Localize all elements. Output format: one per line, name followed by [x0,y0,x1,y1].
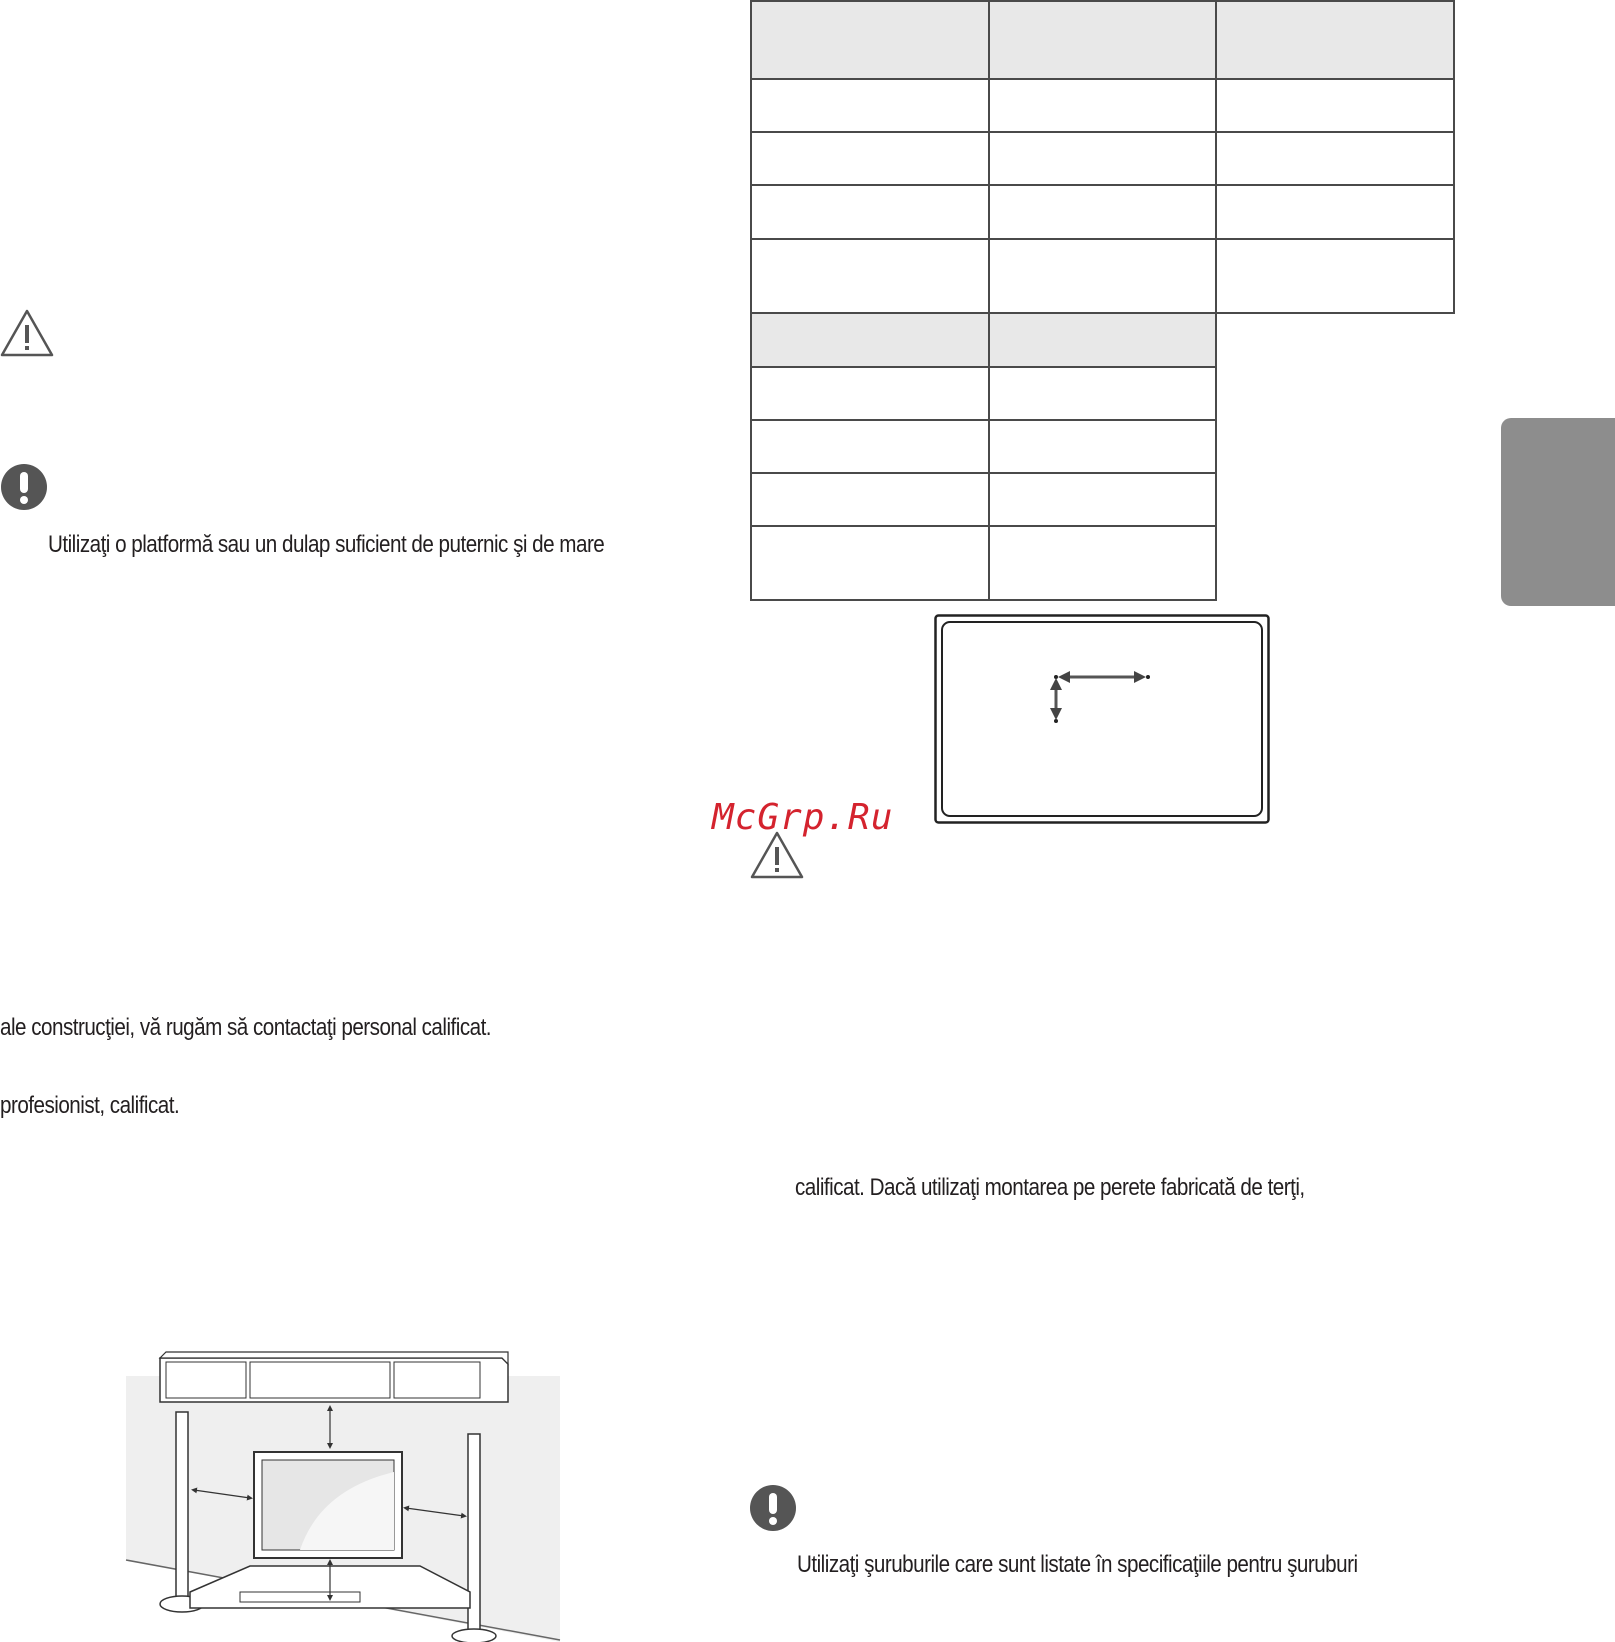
table-header-cell [750,312,990,368]
table-cell [988,366,1217,421]
table-cell [1215,78,1455,133]
table-cell [988,78,1217,133]
table-cell [750,78,990,133]
professional-text: profesionist, calificat. [0,1092,180,1119]
table-cell [988,525,1217,601]
note-exclamation-icon [749,1484,797,1532]
vesa-mount-diagram [934,614,1270,824]
table-cell [750,419,990,474]
table-cell [1215,238,1455,314]
third-party-mount-text: calificat. Dacă utilizaţi montarea pe perete fabricată de terţi, [795,1174,1305,1201]
table-cell [750,184,990,240]
tv-placement-clearance-illustration [120,1340,570,1642]
note-exclamation-icon [0,463,48,511]
table-cell [750,525,990,601]
table-cell [988,184,1217,240]
screws-instruction-text: Utilizaţi şuruburile care sunt listate în specificaţiile pentru şuruburi [797,1551,1358,1578]
platform-instruction-text: Utilizaţi o platformă sau un dulap suficient de puternic şi de mare [48,531,605,558]
language-side-tab [1501,418,1615,606]
table-cell [988,238,1217,314]
table-cell [988,419,1217,474]
caution-warning-icon [0,308,54,358]
caution-warning-icon [750,830,804,880]
table-header-cell [750,0,990,80]
table-header-cell [988,0,1217,80]
construction-contact-text: ale construcţiei, vă rugăm să contactaţi personal calificat. [0,1014,492,1041]
table-cell [1215,184,1455,240]
table-cell [988,131,1217,186]
table-cell [988,472,1217,527]
table-cell [1215,131,1455,186]
table-header-cell [988,312,1217,368]
table-cell [750,238,990,314]
table-cell [750,131,990,186]
watermark-text: McGrp.Ru [712,797,894,838]
table-cell [750,472,990,527]
table-cell [750,366,990,421]
table-header-cell [1215,0,1455,80]
